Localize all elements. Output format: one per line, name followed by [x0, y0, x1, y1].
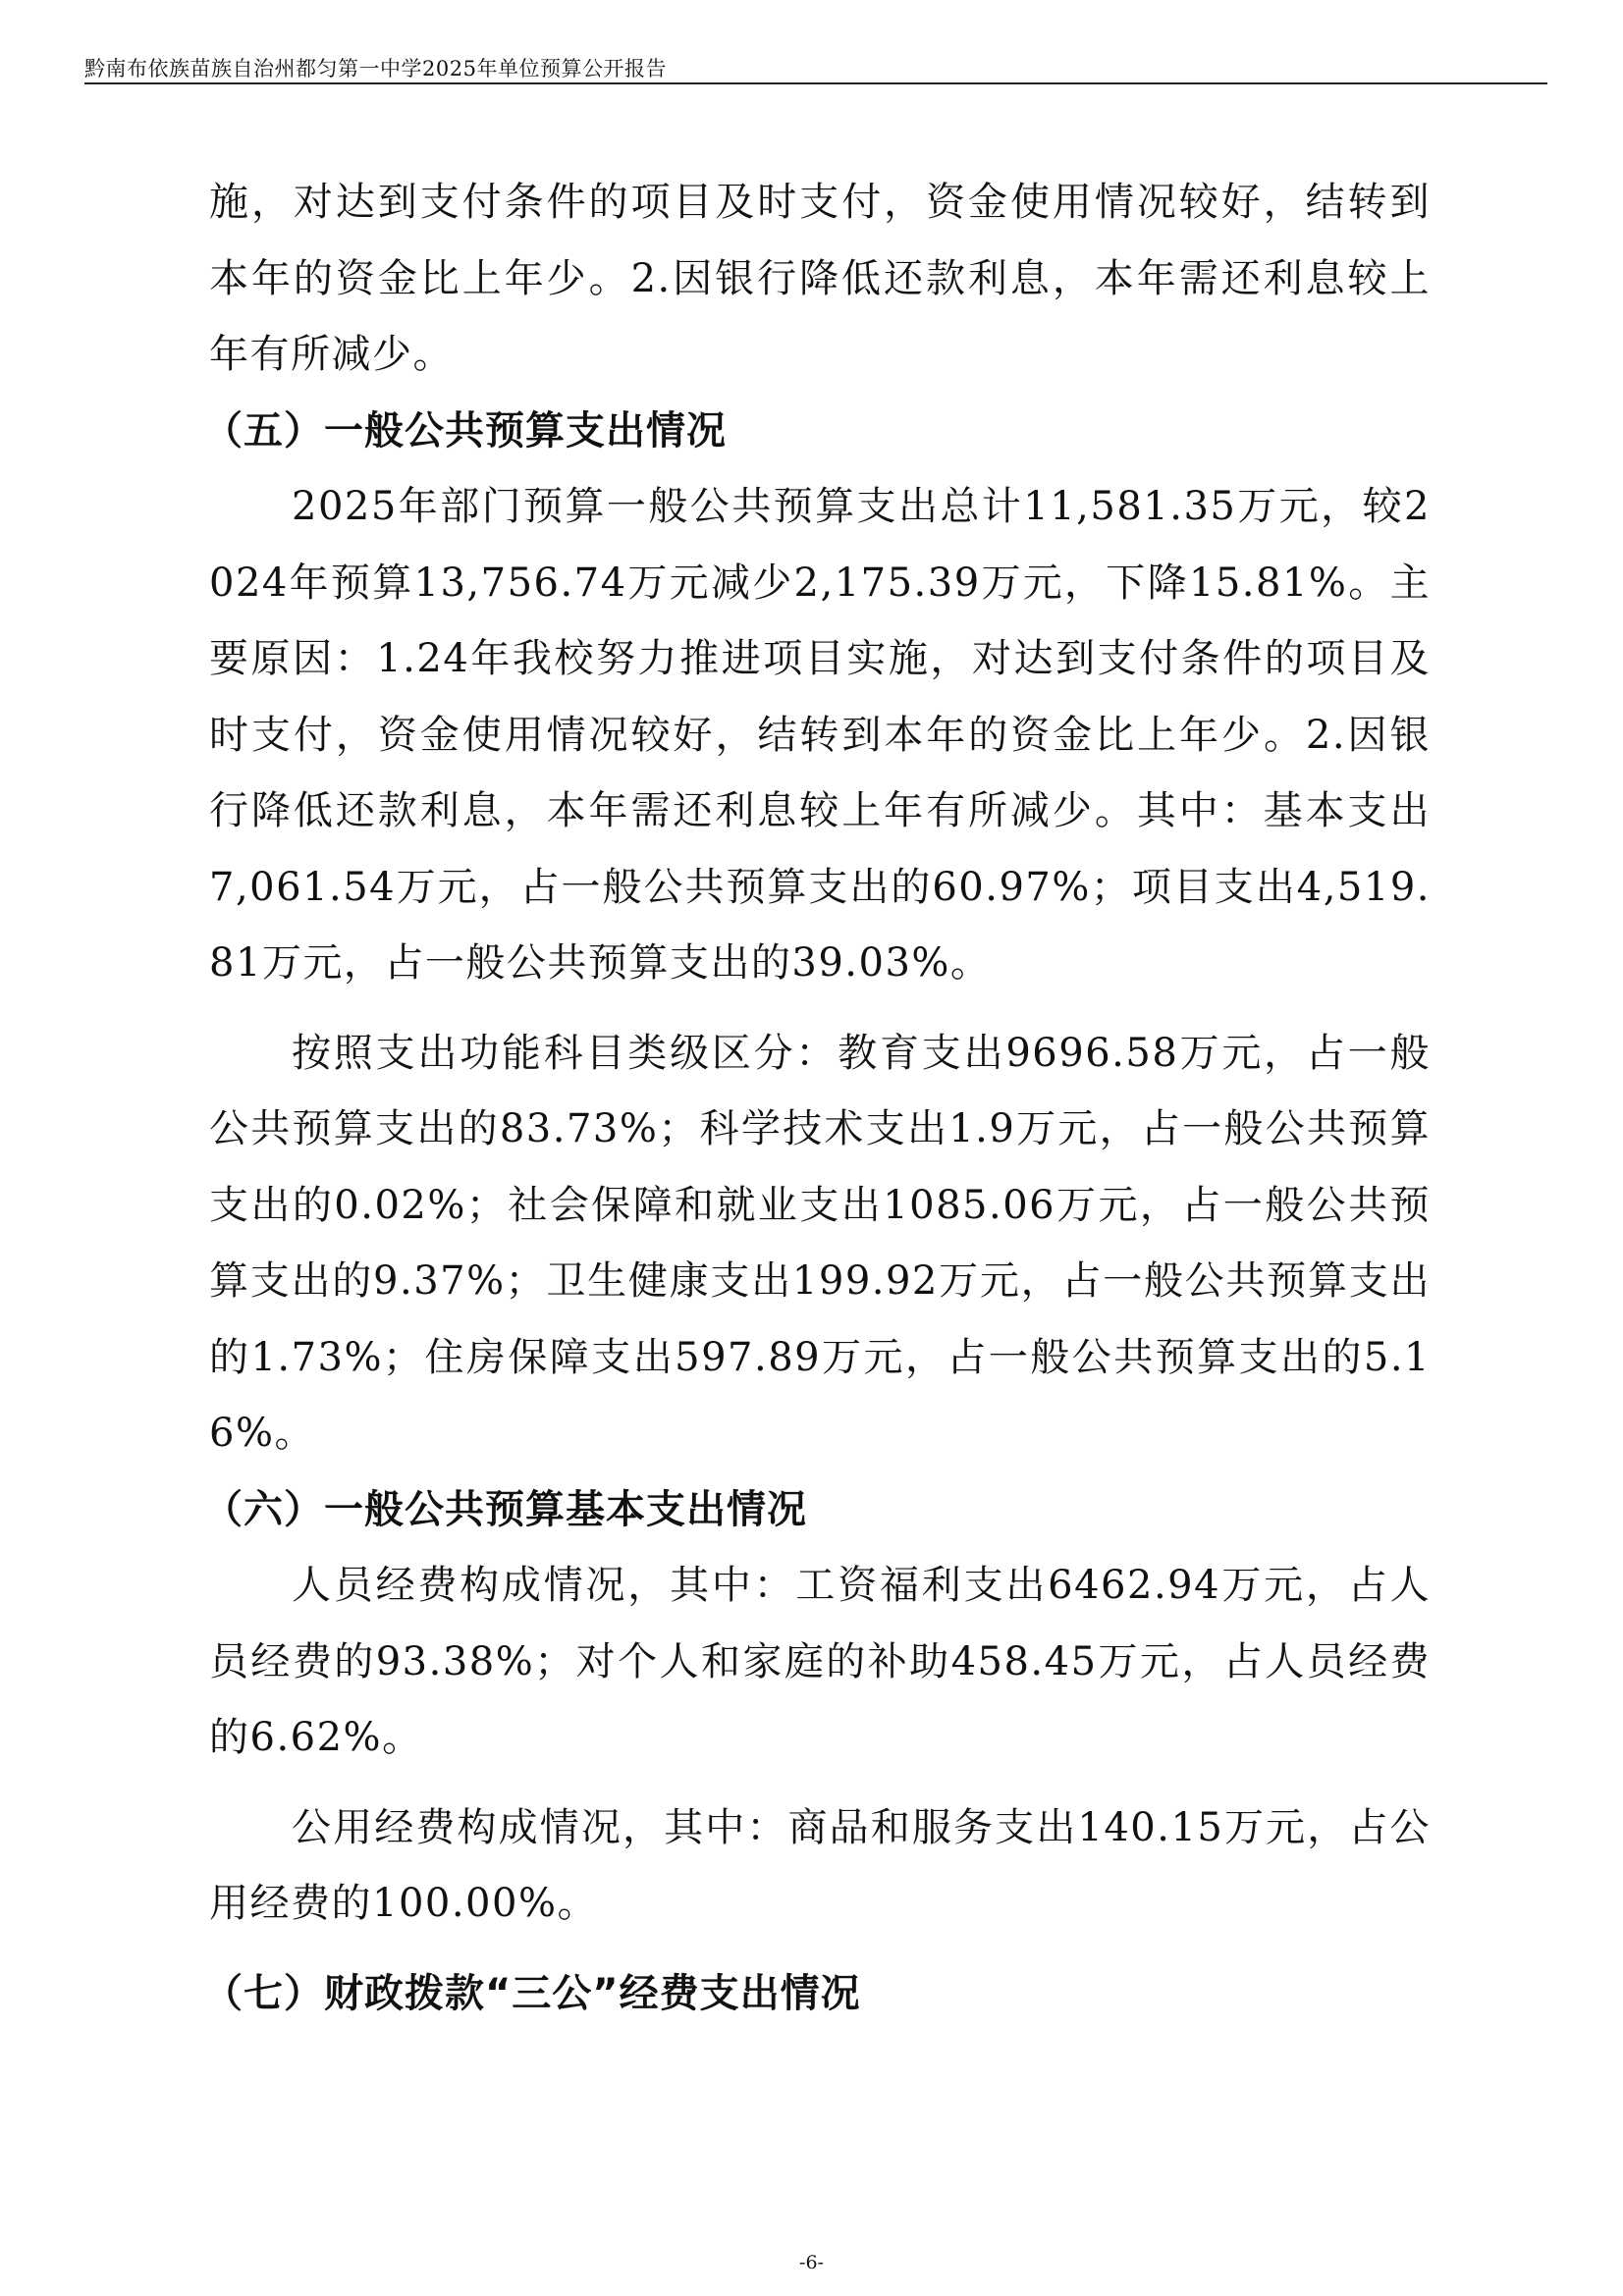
page-number: -6- [799, 2252, 824, 2273]
paragraph-continued: 施，对达到支付条件的项目及时支付，资金使用情况较好，结转到本年的资金比上年少。2.因银行降低还款利息，本年需还利息较上年有所减少。 [209, 180, 1431, 377]
paragraph-gap [209, 1002, 1431, 1016]
section-heading-5: （五）一般公共预算支出情况 [203, 407, 727, 454]
paragraph-functional-classification: 按照支出功能科目类级区分：教育支出9696.58万元，占一般公共预算支出的83.73%；科学技术支出1.9万元，占一般公共预算支出的0.02%；社会保障和就业支出1085.06万元，占一般公共预算支出的9.37%；卫生健康支出199.92万元，占一般公共预算支出的1.73%；住房保障支出597.89万元，占一般公共预算支出的5.16%。 [209, 1030, 1431, 1456]
paragraph-gap [209, 1943, 1431, 1956]
document-body [203, 165, 1431, 2032]
paragraph-gap [209, 1777, 1431, 1790]
page-header [84, 43, 1547, 84]
paragraph-public-expenses: 公用经费构成情况，其中：商品和服务支出140.15万元，占公用经费的100.00%。 [209, 1804, 1431, 1926]
section-heading-7: （七）财政拨款“三公”经费支出情况 [203, 1970, 861, 2016]
header-title: 黔南布依族苗族自治州都匀第一中学2025年单位预算公开报告 [84, 57, 667, 80]
paragraph-personnel-expenses: 人员经费构成情况，其中：工资福利支出6462.94万元，占人员经费的93.38%；对个人和家庭的补助458.45万元，占人员经费的6.62%。 [209, 1563, 1431, 1760]
section-heading-6: （六）一般公共预算基本支出情况 [203, 1486, 807, 1532]
paragraph-general-budget-expenditure: 2025年部门预算一般公共预算支出总计11,581.35万元，较2024年预算13,756.74万元减少2,175.39万元，下降15.81%。主要原因：1.24年我校努力推进项目实施，对达到支付条件的项目及时支付，资金使用情况较好，结转到本年的资金比上年少。2.因银行降低还款利息，本年需还利息较上年有所减少。其中：基本支出7,061.54万元，占一般公共预算支出的60.97%；项目支出4,519.81万元，占一般公共预算支出的39.03%。 [209, 484, 1431, 986]
